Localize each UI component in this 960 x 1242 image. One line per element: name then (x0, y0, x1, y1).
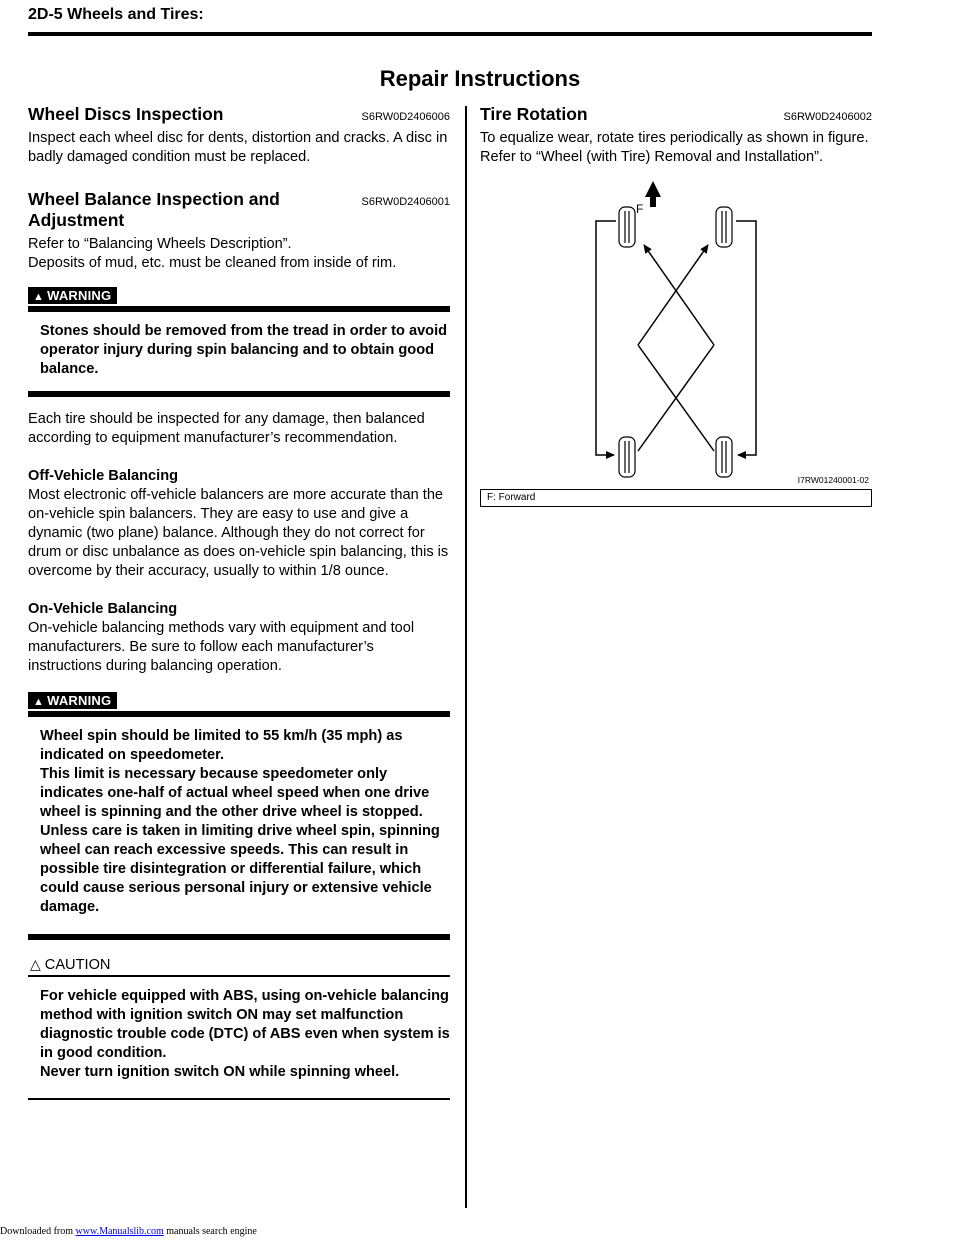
footer-link[interactable]: www.Manualslib.com (75, 1226, 164, 1237)
forward-arrow-icon (645, 181, 661, 207)
tire-rear-left (619, 437, 635, 477)
tire-rotation-body-1: To equalize wear, rotate tires periodically as shown in figure. (480, 130, 869, 146)
caution-label: △ CAUTION (30, 956, 111, 973)
page-title: Repair Instructions (379, 66, 581, 91)
wheel-discs-body: Inspect each wheel disc for dents, distortion and cracks. A disc in badly damaged condition must be replaced. (28, 130, 448, 165)
figure-legend: F: Forward (480, 489, 872, 507)
footer-prefix: Downloaded from (0, 1226, 76, 1237)
caution-triangle-icon: △ (30, 956, 41, 972)
warning-triangle-icon: ▲ (33, 696, 45, 708)
section-title: Tire Rotation (480, 104, 588, 124)
forward-letter: F (636, 202, 644, 216)
warning-text: Wheel spin should be limited to 55 km/h (35 mph) as indicated on speedometer. This limit is necessary because speedometer only indicates one-half of actual wheel speed when one drive wheel is spinning and the other drive wheel is stopped. Unless care is taken in limiting drive wheel spin, spinning wheel can reach excessive speeds. This can result in possible tire disintegration or differential failure, which could cause serious personal injury or extensive vehicle damage. (40, 728, 440, 915)
header-title: 2D-5 Wheels and Tires: (28, 6, 204, 23)
right-column (480, 104, 872, 507)
right-side-arrow (736, 221, 756, 455)
header-rule (28, 32, 872, 36)
left-side-arrow (596, 221, 616, 455)
section-header-wheel-balance (28, 189, 450, 231)
section-header-wheel-discs (28, 104, 450, 125)
on-vehicle-title: On-Vehicle Balancing (28, 601, 178, 617)
section-title: Wheel Balance Inspection and Adjustment (28, 189, 280, 230)
warning-label: ▲ WARNING (28, 287, 117, 304)
inspect-paragraph: Each tire should be inspected for any damage, then balanced according to equipment manufacturer’s recommendation. (28, 411, 425, 446)
figure-code: I7RW01240001-02 (797, 475, 869, 485)
caution-box (28, 956, 450, 1100)
footer-suffix: manuals search engine (163, 1226, 257, 1237)
tire-front-right (716, 207, 732, 247)
section-code: S6RW0D2406001 (361, 196, 450, 208)
balance-intro-1: Refer to “Balancing Wheels Description”. (28, 236, 292, 252)
warning-bottom-bar (28, 934, 450, 940)
caution-text: For vehicle equipped with ABS, using on-vehicle balancing method with ignition switch ON may set malfunction diagnostic trouble code (DTC) of ABS even when system is in good condition. Never turn ignition switch ON while spinning wheel. (40, 988, 450, 1080)
section-header-tire-rotation (480, 104, 872, 125)
off-vehicle-title: Off-Vehicle Balancing (28, 468, 179, 484)
warning-label: ▲ WARNING (28, 692, 117, 709)
warning-box-1 (28, 287, 450, 397)
balance-intro-2: Deposits of mud, etc. must be cleaned from inside of rim. (28, 255, 397, 271)
warning-box-2 (28, 692, 450, 940)
tire-rotation-figure (480, 167, 872, 489)
off-vehicle-text: Most electronic off-vehicle balancers are more accurate than the on-vehicle spin balancers. They are easy to use and give a dynamic (two plane) balance. Although they do not correct for drum or disc unbalance as does on-vehicle spin balancing, this is overcome by their accuracy, usually to within 1/8 ounce. (28, 487, 449, 579)
section-code: S6RW0D2406006 (361, 111, 450, 123)
tire-rear-right (716, 437, 732, 477)
warning-text: Stones should be removed from the tread in order to avoid operator injury during spin balancing and to obtain good balance. (40, 323, 448, 377)
tires (619, 207, 732, 477)
tire-rotation-body-2: Refer to “Wheel (with Tire) Removal and Installation”. (480, 149, 824, 165)
cross-line-1b (644, 245, 714, 345)
rotation-diagram (480, 167, 872, 489)
cross-line-2b (638, 245, 708, 345)
tire-front-left (619, 207, 635, 247)
section-code: S6RW0D2406002 (783, 111, 872, 123)
on-vehicle-text: On-vehicle balancing methods vary with equipment and tool manufacturers. Be sure to follow each manufacturer’s instructions during balancing operation. (28, 620, 415, 674)
left-column (28, 104, 450, 1100)
warning-triangle-icon: ▲ (33, 291, 45, 303)
caution-bottom-bar (28, 1098, 450, 1100)
footer (0, 1226, 257, 1237)
column-divider (465, 106, 467, 1208)
section-title: Wheel Discs Inspection (28, 104, 224, 124)
